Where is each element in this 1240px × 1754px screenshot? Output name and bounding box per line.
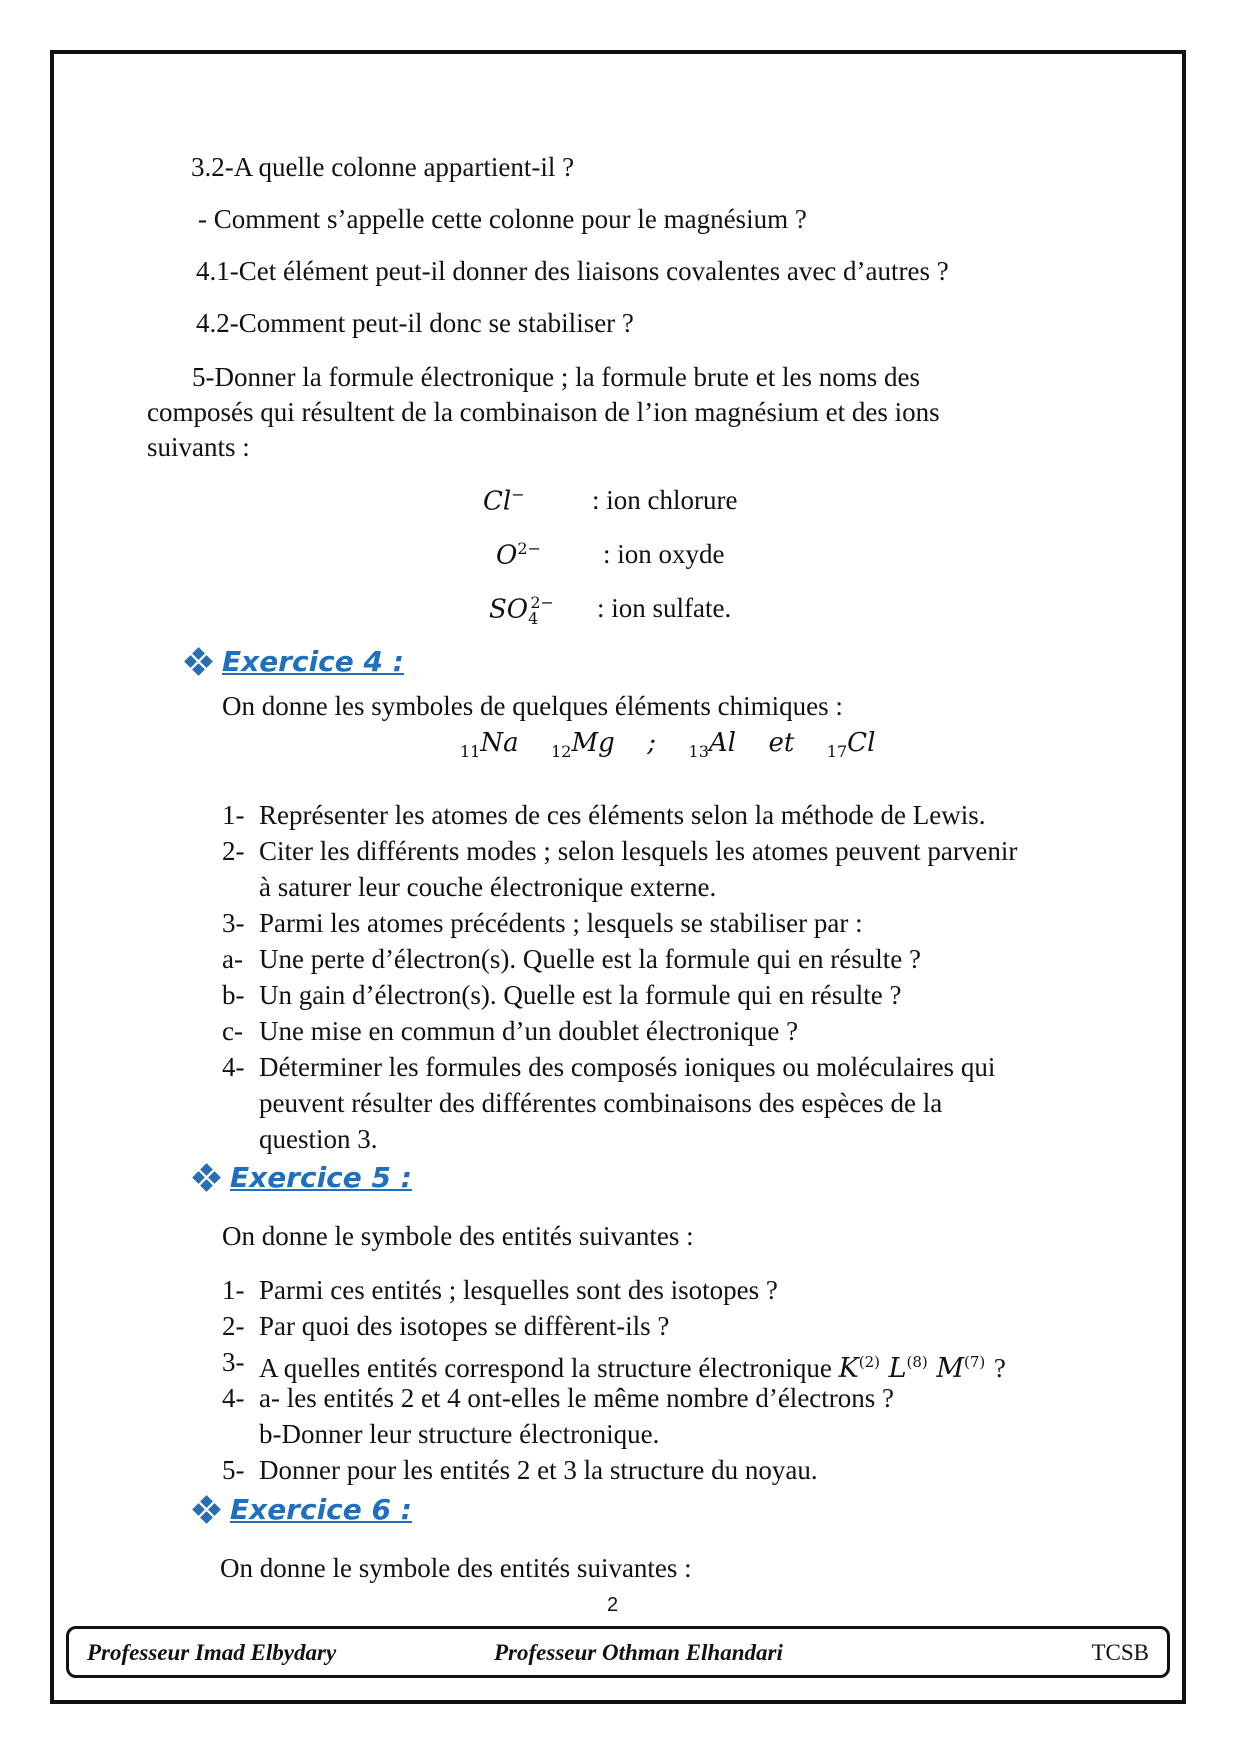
ion-formula-chloride: Cl− xyxy=(483,485,525,517)
exercise-4-title: Exercice 4 : xyxy=(222,645,404,678)
diamond-bullet-icon xyxy=(194,1497,220,1523)
exercise-4-heading xyxy=(186,645,404,678)
element-symbols xyxy=(460,728,901,761)
element-mg: $_{12}$Mg xyxy=(551,728,615,762)
element-al: $_{13}$Al xyxy=(688,728,736,762)
exercise-5-title: Exercice 5 : xyxy=(230,1161,412,1194)
ion-formula-oxide: $O^{2-}$ xyxy=(496,539,541,571)
page-number: 2 xyxy=(607,1594,619,1616)
electronic-structure: $K^{(2)}$ $L^{(8)}$ $M^{(7)}$ xyxy=(838,1353,986,1384)
exercise-4-intro: On donne les symboles de quelques éléments chimiques : xyxy=(222,691,843,721)
question-5-line-3: suivants : xyxy=(147,432,250,462)
question-5-line-2: composés qui résultent de la combinaison de l’ion magnésium et des ions xyxy=(147,397,940,427)
exercise-5-intro: On donne le symbole des entités suivantes : xyxy=(222,1221,694,1251)
ion-name-chloride: : ion chlorure xyxy=(592,485,738,515)
ion-name-sulfate: : ion sulfate. xyxy=(597,593,732,623)
diamond-bullet-icon xyxy=(194,1165,220,1191)
exercise-6-intro: On donne le symbole des entités suivantes : xyxy=(220,1553,692,1583)
element-cl: $_{17}$Cl xyxy=(826,728,876,762)
exercise-6-title: Exercice 6 : xyxy=(230,1493,412,1526)
separator-et: et xyxy=(768,728,795,758)
element-na: $_{11}$Na xyxy=(460,728,519,762)
question-4-2: 4.2-Comment peut-il donc se stabiliser ? xyxy=(196,308,634,338)
separator-semicolon: ; xyxy=(647,728,657,758)
footer xyxy=(66,1626,1170,1678)
question-5-line-1: 5-Donner la formule électronique ; la formule brute et les noms des xyxy=(192,362,921,392)
question-3-2: 3.2-A quelle colonne appartient-il ? xyxy=(191,152,575,182)
ion-formula-sulfate: $SO_4^{2-}$ xyxy=(489,593,554,628)
question-3-2-b: - Comment s’appelle cette colonne pour le magnésium ? xyxy=(198,204,807,234)
footer-class: TCSB xyxy=(1091,1640,1149,1665)
exercise-5-heading xyxy=(194,1161,412,1194)
footer-author-2: Professeur Othman Elhandari xyxy=(494,1640,783,1665)
diamond-bullet-icon xyxy=(186,649,212,675)
question-4-1: 4.1-Cet élément peut-il donner des liaisons covalentes avec d’autres ? xyxy=(196,256,949,286)
exercise-6-heading xyxy=(194,1493,412,1526)
footer-author-1: Professeur Imad Elbydary xyxy=(87,1640,337,1665)
ion-name-oxide: : ion oxyde xyxy=(603,539,725,569)
